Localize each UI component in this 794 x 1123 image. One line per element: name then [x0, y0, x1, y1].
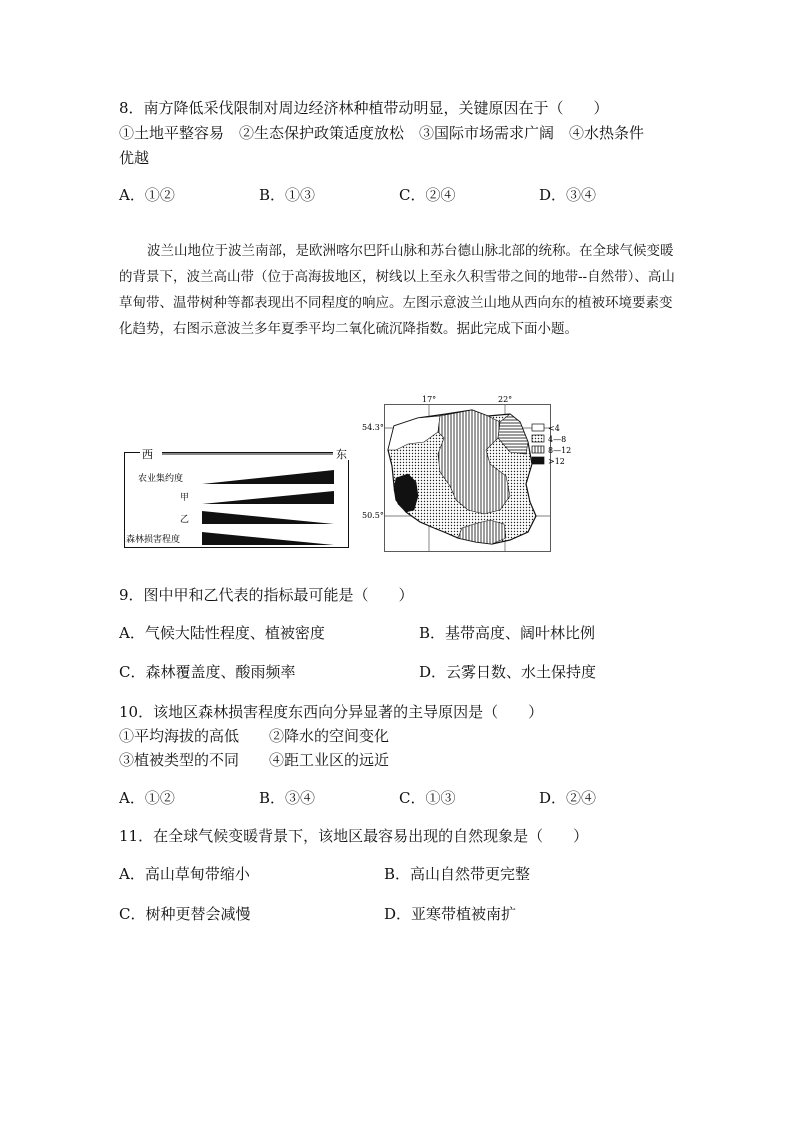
q8-choices-line1: ①土地平整容易 ②生态保护政策适度放松 ③国际市场需求广阔 ④水热条件	[119, 124, 645, 142]
legend-label-8-12: 8—12	[548, 446, 572, 455]
q11-stem: 11．在全球气候变暖背景下，该地区最容易出现的自然现象是（ ）	[119, 827, 589, 845]
passage-text: 波兰山地位于波兰南部，是欧洲喀尔巴阡山脉和苏台德山脉北部的统称。在全球气候变暖的背景下，波兰高山带（位于高海拔地区，树线以上至永久积雪带之间的地带--自然带）、高山草甸带、温带树种等都表现出不同程度的响应。左图示意波兰山地从西向东的植被环境要素变化趋势，右图示意波兰多年夏季平均二氧化硫沉降指数。据此完成下面小题。	[119, 243, 675, 337]
q11-option-b[interactable]: B．高山自然带更完整	[384, 865, 531, 883]
lon-label-17: 17°	[422, 395, 437, 404]
label-east: 东	[336, 448, 347, 461]
row-label-agri: 农业集约度	[138, 474, 184, 484]
q10-choices-line1: ①平均海拔的高低 ②降水的空间变化	[119, 727, 390, 745]
q9-option-d[interactable]: D．云雾日数、水土保持度	[419, 663, 597, 681]
q9-stem: 9．图中甲和乙代表的指标最可能是（ ）	[119, 586, 414, 604]
q10-option-c[interactable]: C．①③	[399, 789, 456, 807]
q10-option-d[interactable]: D．②④	[539, 789, 597, 807]
q9-option-c[interactable]: C．森林覆盖度、酸雨频率	[119, 663, 296, 681]
reading-passage	[119, 238, 679, 342]
so2-map	[360, 392, 594, 552]
legend-label-lt4: <4	[548, 424, 560, 433]
q11-option-a[interactable]: A．高山草甸带缩小	[119, 865, 250, 883]
row-label-jia: 甲	[180, 493, 190, 503]
q10-option-b[interactable]: B．③④	[259, 789, 316, 807]
lat-label-54: 54.3°	[362, 423, 384, 432]
q10-stem: 10．该地区森林损害程度东西向分异显著的主导原因是（ ）	[119, 703, 544, 721]
q9-option-b[interactable]: B．基带高度、阔叶林比例	[419, 624, 596, 642]
legend-label-4-8: 4—8	[548, 435, 567, 444]
trend-diagram-svg	[124, 444, 349, 548]
q10-option-a[interactable]: A．①②	[119, 789, 175, 807]
row-label-yi: 乙	[180, 515, 190, 525]
q8-option-a[interactable]: A．①②	[119, 186, 175, 204]
q9-option-a[interactable]: A．气候大陆性程度、植被密度	[119, 624, 325, 642]
q8-choices-line2: 优越	[119, 149, 150, 167]
q8-option-b[interactable]: B．①③	[259, 186, 316, 204]
legend-swatch-gt12	[532, 457, 544, 464]
legend-swatch-lt4	[532, 424, 544, 431]
trend-diagram	[124, 444, 349, 548]
lat-label-50: 50.5°	[362, 511, 384, 520]
q8-option-d[interactable]: D．③④	[539, 186, 597, 204]
q11-option-d[interactable]: D．亚寒带植被南扩	[384, 905, 517, 923]
q8-option-c[interactable]: C．②④	[399, 186, 456, 204]
row-label-forest: 森林损害程度	[126, 535, 181, 545]
legend-swatch-8-12	[532, 446, 544, 453]
legend-label-gt12: >12	[548, 457, 565, 466]
q10-choices-line2: ③植被类型的不同 ④距工业区的远近	[119, 751, 390, 769]
q11-option-c[interactable]: C．树种更替会减慢	[119, 905, 251, 923]
legend-swatch-4-8	[532, 435, 544, 442]
label-west: 西	[142, 448, 153, 461]
so2-map-svg	[360, 392, 594, 552]
q8-stem: 8．南方降低采伐限制对周边经济林种植带动明显，关键原因在于（ ）	[119, 99, 609, 117]
lon-label-22: 22°	[498, 395, 513, 404]
